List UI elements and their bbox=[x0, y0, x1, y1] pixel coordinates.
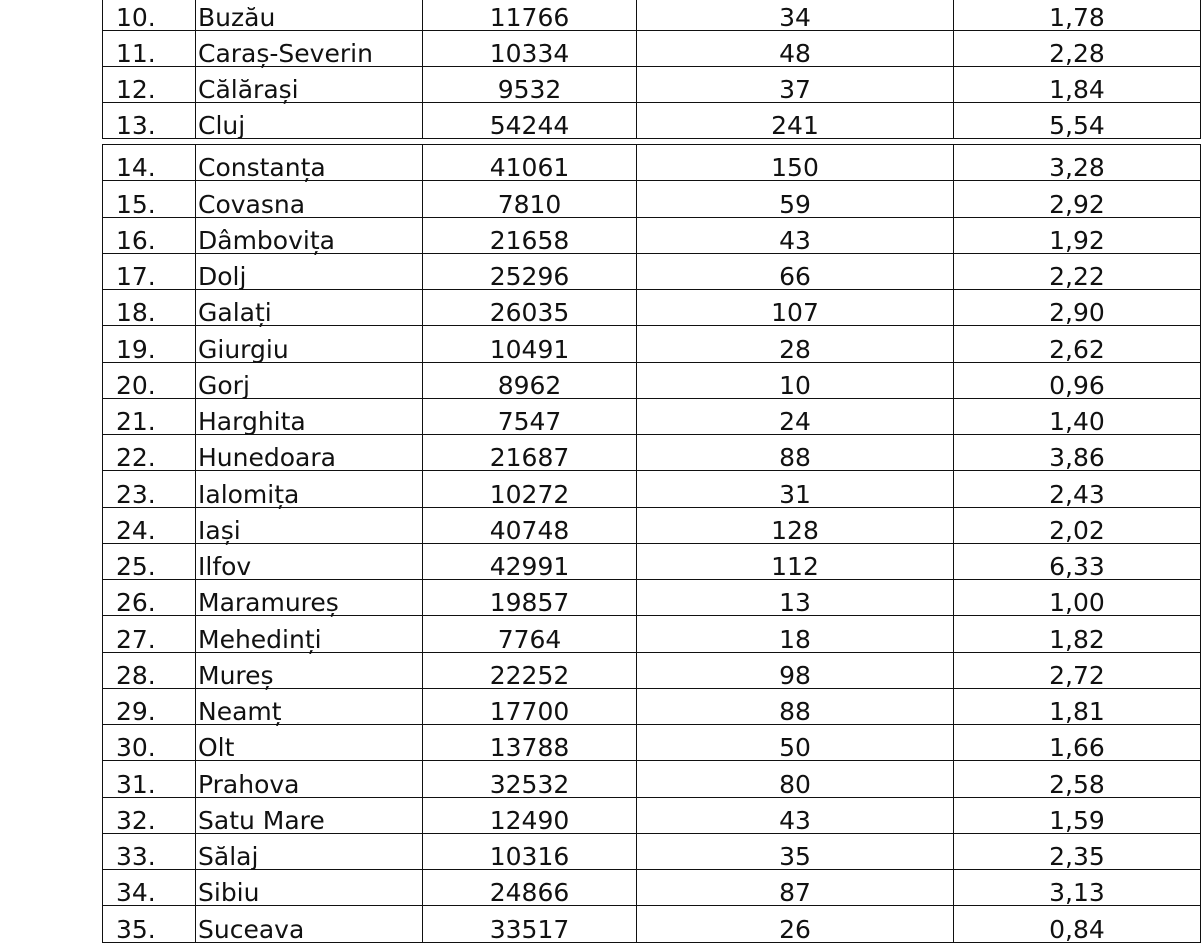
table-row bbox=[103, 507, 1201, 543]
county-name-cell: Sălaj bbox=[196, 833, 423, 869]
county-name-cell: Neamț bbox=[196, 688, 423, 724]
data-table-part-2 bbox=[102, 144, 1201, 943]
county-name-cell: Călărași bbox=[196, 67, 423, 103]
row-number-cell: 14. bbox=[103, 145, 196, 181]
county-name-cell: Ilfov bbox=[196, 543, 423, 579]
row-number-cell: 33. bbox=[103, 833, 196, 869]
county-name-cell: Prahova bbox=[196, 761, 423, 797]
rate-cell: 2,62 bbox=[954, 326, 1201, 362]
rate-cell: 2,28 bbox=[954, 31, 1201, 67]
rate-cell: 1,59 bbox=[954, 797, 1201, 833]
value-cell: 12490 bbox=[423, 797, 637, 833]
rate-cell: 1,84 bbox=[954, 67, 1201, 103]
rate-cell: 6,33 bbox=[954, 543, 1201, 579]
data-table-part-1 bbox=[102, 0, 1201, 139]
value-cell: 11766 bbox=[423, 0, 637, 31]
table-row bbox=[103, 797, 1201, 833]
row-number-cell: 30. bbox=[103, 725, 196, 761]
count-cell: 35 bbox=[637, 833, 954, 869]
table-row bbox=[103, 833, 1201, 869]
table-body bbox=[103, 0, 1201, 139]
table-row bbox=[103, 290, 1201, 326]
table-row bbox=[103, 326, 1201, 362]
table-row bbox=[103, 217, 1201, 253]
value-cell: 9532 bbox=[423, 67, 637, 103]
count-cell: 31 bbox=[637, 471, 954, 507]
row-number-cell: 32. bbox=[103, 797, 196, 833]
count-cell: 88 bbox=[637, 688, 954, 724]
rate-cell: 3,28 bbox=[954, 145, 1201, 181]
value-cell: 13788 bbox=[423, 725, 637, 761]
county-name-cell: Giurgiu bbox=[196, 326, 423, 362]
row-number-cell: 11. bbox=[103, 31, 196, 67]
value-cell: 32532 bbox=[423, 761, 637, 797]
table-row bbox=[103, 398, 1201, 434]
value-cell: 41061 bbox=[423, 145, 637, 181]
table-body bbox=[103, 145, 1201, 943]
value-cell: 54244 bbox=[423, 103, 637, 139]
row-number-cell: 19. bbox=[103, 326, 196, 362]
row-number-cell: 34. bbox=[103, 870, 196, 906]
county-name-cell: Caraș-Severin bbox=[196, 31, 423, 67]
county-name-cell: Buzău bbox=[196, 0, 423, 31]
row-number-cell: 16. bbox=[103, 217, 196, 253]
county-name-cell: Ialomița bbox=[196, 471, 423, 507]
rate-cell: 1,92 bbox=[954, 217, 1201, 253]
table-row bbox=[103, 688, 1201, 724]
rate-cell: 1,78 bbox=[954, 0, 1201, 31]
rate-cell: 2,22 bbox=[954, 253, 1201, 289]
count-cell: 66 bbox=[637, 253, 954, 289]
county-name-cell: Maramureș bbox=[196, 580, 423, 616]
row-number-cell: 18. bbox=[103, 290, 196, 326]
county-name-cell: Mureș bbox=[196, 652, 423, 688]
county-name-cell: Gorj bbox=[196, 362, 423, 398]
table-row bbox=[103, 906, 1201, 942]
value-cell: 7547 bbox=[423, 398, 637, 434]
rate-cell: 2,72 bbox=[954, 652, 1201, 688]
table-row bbox=[103, 543, 1201, 579]
rate-cell: 2,43 bbox=[954, 471, 1201, 507]
rate-cell: 2,90 bbox=[954, 290, 1201, 326]
county-name-cell: Iași bbox=[196, 507, 423, 543]
value-cell: 21658 bbox=[423, 217, 637, 253]
rate-cell: 2,02 bbox=[954, 507, 1201, 543]
count-cell: 48 bbox=[637, 31, 954, 67]
row-number-cell: 12. bbox=[103, 67, 196, 103]
count-cell: 112 bbox=[637, 543, 954, 579]
value-cell: 10316 bbox=[423, 833, 637, 869]
count-cell: 107 bbox=[637, 290, 954, 326]
count-cell: 43 bbox=[637, 797, 954, 833]
table-row bbox=[103, 870, 1201, 906]
value-cell: 40748 bbox=[423, 507, 637, 543]
rate-cell: 1,82 bbox=[954, 616, 1201, 652]
count-cell: 28 bbox=[637, 326, 954, 362]
county-name-cell: Dolj bbox=[196, 253, 423, 289]
table-row bbox=[103, 0, 1201, 31]
row-number-cell: 20. bbox=[103, 362, 196, 398]
value-cell: 26035 bbox=[423, 290, 637, 326]
table-row bbox=[103, 580, 1201, 616]
row-number-cell: 29. bbox=[103, 688, 196, 724]
county-name-cell: Constanța bbox=[196, 145, 423, 181]
value-cell: 10272 bbox=[423, 471, 637, 507]
county-name-cell: Dâmbovița bbox=[196, 217, 423, 253]
count-cell: 24 bbox=[637, 398, 954, 434]
county-name-cell: Satu Mare bbox=[196, 797, 423, 833]
count-cell: 43 bbox=[637, 217, 954, 253]
rate-cell: 3,86 bbox=[954, 435, 1201, 471]
rate-cell: 2,58 bbox=[954, 761, 1201, 797]
row-number-cell: 25. bbox=[103, 543, 196, 579]
table-row bbox=[103, 67, 1201, 103]
table-row bbox=[103, 725, 1201, 761]
count-cell: 10 bbox=[637, 362, 954, 398]
row-number-cell: 13. bbox=[103, 103, 196, 139]
value-cell: 8962 bbox=[423, 362, 637, 398]
value-cell: 22252 bbox=[423, 652, 637, 688]
value-cell: 24866 bbox=[423, 870, 637, 906]
value-cell: 21687 bbox=[423, 435, 637, 471]
county-name-cell: Hunedoara bbox=[196, 435, 423, 471]
count-cell: 37 bbox=[637, 67, 954, 103]
county-name-cell: Cluj bbox=[196, 103, 423, 139]
row-number-cell: 31. bbox=[103, 761, 196, 797]
table-row bbox=[103, 145, 1201, 181]
value-cell: 33517 bbox=[423, 906, 637, 942]
table-row bbox=[103, 435, 1201, 471]
row-number-cell: 10. bbox=[103, 0, 196, 31]
rate-cell: 2,35 bbox=[954, 833, 1201, 869]
value-cell: 42991 bbox=[423, 543, 637, 579]
county-name-cell: Sibiu bbox=[196, 870, 423, 906]
table-row bbox=[103, 616, 1201, 652]
value-cell: 7810 bbox=[423, 181, 637, 217]
row-number-cell: 35. bbox=[103, 906, 196, 942]
row-number-cell: 22. bbox=[103, 435, 196, 471]
row-number-cell: 28. bbox=[103, 652, 196, 688]
value-cell: 7764 bbox=[423, 616, 637, 652]
row-number-cell: 27. bbox=[103, 616, 196, 652]
row-number-cell: 23. bbox=[103, 471, 196, 507]
table-row bbox=[103, 253, 1201, 289]
count-cell: 18 bbox=[637, 616, 954, 652]
count-cell: 34 bbox=[637, 0, 954, 31]
row-number-cell: 26. bbox=[103, 580, 196, 616]
rate-cell: 2,92 bbox=[954, 181, 1201, 217]
row-number-cell: 21. bbox=[103, 398, 196, 434]
county-name-cell: Olt bbox=[196, 725, 423, 761]
county-name-cell: Galați bbox=[196, 290, 423, 326]
row-number-cell: 17. bbox=[103, 253, 196, 289]
rate-cell: 0,84 bbox=[954, 906, 1201, 942]
count-cell: 128 bbox=[637, 507, 954, 543]
count-cell: 26 bbox=[637, 906, 954, 942]
table-row bbox=[103, 103, 1201, 139]
count-cell: 241 bbox=[637, 103, 954, 139]
rate-cell: 0,96 bbox=[954, 362, 1201, 398]
table-row bbox=[103, 652, 1201, 688]
count-cell: 13 bbox=[637, 580, 954, 616]
row-number-cell: 15. bbox=[103, 181, 196, 217]
table-row bbox=[103, 181, 1201, 217]
county-name-cell: Harghita bbox=[196, 398, 423, 434]
county-name-cell: Suceava bbox=[196, 906, 423, 942]
table-row bbox=[103, 761, 1201, 797]
rate-cell: 1,81 bbox=[954, 688, 1201, 724]
rate-cell: 3,13 bbox=[954, 870, 1201, 906]
rate-cell: 5,54 bbox=[954, 103, 1201, 139]
value-cell: 10334 bbox=[423, 31, 637, 67]
count-cell: 50 bbox=[637, 725, 954, 761]
row-number-cell: 24. bbox=[103, 507, 196, 543]
count-cell: 150 bbox=[637, 145, 954, 181]
county-name-cell: Covasna bbox=[196, 181, 423, 217]
rate-cell: 1,00 bbox=[954, 580, 1201, 616]
rate-cell: 1,40 bbox=[954, 398, 1201, 434]
county-name-cell: Mehedinți bbox=[196, 616, 423, 652]
table-row bbox=[103, 31, 1201, 67]
count-cell: 88 bbox=[637, 435, 954, 471]
count-cell: 59 bbox=[637, 181, 954, 217]
value-cell: 25296 bbox=[423, 253, 637, 289]
count-cell: 98 bbox=[637, 652, 954, 688]
count-cell: 80 bbox=[637, 761, 954, 797]
value-cell: 10491 bbox=[423, 326, 637, 362]
table-row bbox=[103, 362, 1201, 398]
value-cell: 19857 bbox=[423, 580, 637, 616]
value-cell: 17700 bbox=[423, 688, 637, 724]
table-row bbox=[103, 471, 1201, 507]
rate-cell: 1,66 bbox=[954, 725, 1201, 761]
count-cell: 87 bbox=[637, 870, 954, 906]
